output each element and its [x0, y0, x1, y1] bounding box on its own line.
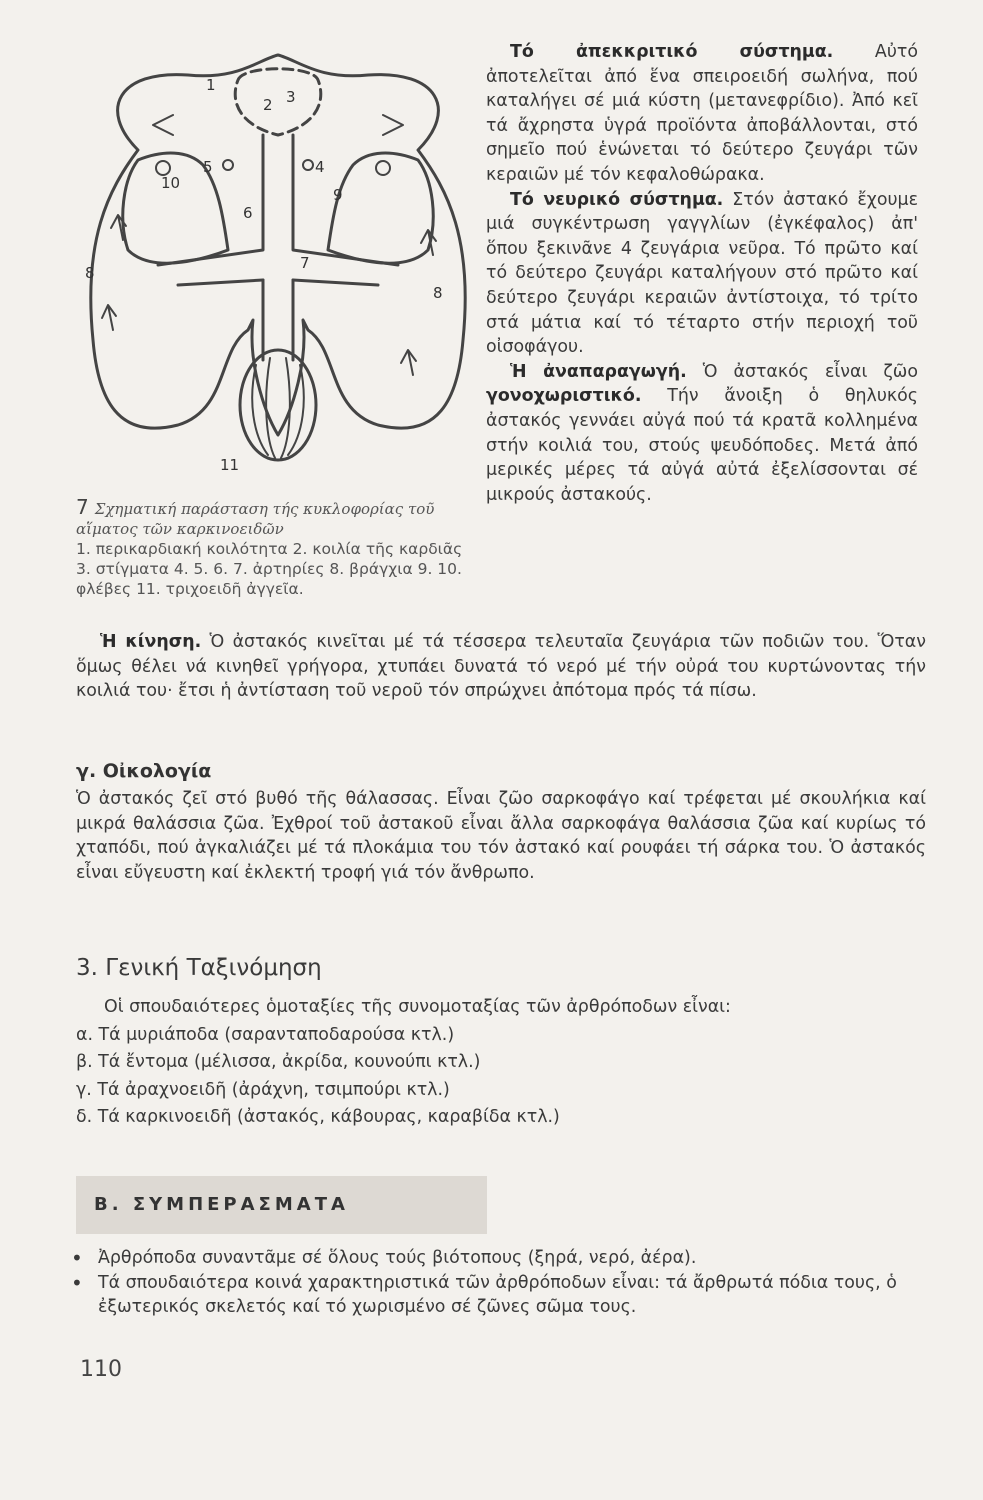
arrow-top-left [153, 115, 173, 135]
label-3: 3 [286, 88, 296, 106]
text-nervous: Στόν ἀστακό ἔχουμε μιά συγκέντρωση γαγγλίων (ἐγκέφαλος) ἀπ' ὅπου ξεκινᾶνε 4 ζευγάρια νεῦρα. Τό πρῶτο καί τό δεύτερο ζευγάρι καταλήγουν στό πρῶτο καί δεύτερο ζευγάρι κεραιῶν ἀντίστοιχα, τό τρίτο στά μάτια καί τό τέταρτο στήν περιοχή τοῦ οἰσοφάγου. [486, 189, 918, 358]
heading-reproduction: Ἡ ἀναπαραγωγή. [510, 361, 687, 382]
classification-list [76, 994, 926, 1132]
heading-gonochoristic: γονοχωριστικό. [486, 386, 642, 407]
conclusions-list [71, 1246, 926, 1320]
list-item [71, 1246, 926, 1271]
heading-movement: Ἡ κίνηση. [100, 632, 202, 652]
bullet-text: Τά σπουδαιότερα κοινά χαρακτηριστικά τῶν ἀρθρόποδων εἶναι: τά ἄρθρωτά πόδια τους, ὁ ἐξωτερικός σκελετός καί τό χωρισμένο σέ ζῶνες σῶμα τους. [98, 1272, 897, 1318]
inner-channel-right [328, 153, 433, 263]
conclusions-heading: Β. ΣΥΜΠΕΡΑΣΜΑΤΑ [94, 1194, 349, 1215]
label-10: 10 [161, 174, 181, 192]
circulation-diagram [78, 40, 478, 480]
ostium-5 [223, 160, 233, 170]
label-5: 5 [203, 158, 213, 176]
list-item: β. Τά ἔντομα (μέλισσα, ἀκρίδα, κουνούπι κτλ.) [76, 1052, 481, 1072]
paragraph-nervous [486, 188, 918, 360]
label-8-right: 8 [433, 284, 443, 302]
text-ecology: Ὁ ἀστακός ζεῖ στό βυθό τῆς θάλασσας. Εἶναι ζῶο σαρκοφάγο καί τρέφεται μέ σκουλήκια καί μικρά θαλάσσια ζῶα. Ἐχθροί τοῦ ἀστακοῦ εἶναι ἄλλα σαρκοφάγα θαλάσσια ζῶα καί κυρίως τό χταπόδι, πού ἀγκαλιάζει μέ τά πλοκάμια του τόν ἀστακό καί ρουφάει τή σάρκα του. Ὁ ἀστακός εἶναι εὔγευστη καί ἐκλεκτή τροφή γιά τόν ἄνθρωπο. [76, 789, 926, 883]
heading-nervous: Τό νευρικό σύστημα. [510, 189, 724, 210]
bullet-icon: • [71, 1270, 83, 1295]
heart-cavity [235, 69, 321, 135]
figure-number: 7 [76, 495, 89, 519]
text-movement: Ὁ ἀστακός κινεῖται μέ τά τέσσερα τελευταῖα ζευγάρια τῶν ποδιῶν του. Ὅταν ὅμως θέλει νά κινηθεῖ γρήγορα, χτυπάει δυνατά τό νερό μέ τήν οὐρά του κυρτώνοντας τήν κοιλιά του· ἔτσι ἡ ἀντίσταση τοῦ νεροῦ τόν σπρώχνει ἀπότομα πρός τά πίσω. [76, 632, 926, 702]
list-item: δ. Τά καρκινοειδῆ (ἀστακός, κάβουρας, καραβίδα κτλ.) [76, 1107, 560, 1127]
label-2: 2 [263, 96, 273, 114]
list-item: γ. Τά ἀραχνοειδῆ (ἀράχνη, τσιμπούρι κτλ.) [76, 1079, 450, 1100]
label-4: 4 [315, 158, 325, 176]
list-item: α. Τά μυριάποδα (σαρανταποδαρούσα κτλ.) [76, 1024, 455, 1045]
arrow-top-right [383, 115, 403, 135]
text-reproduction-1: Ὁ ἀστακός εἶναι ζῶο [686, 361, 919, 382]
capillary-lines [252, 358, 304, 458]
circulation-diagram-svg [78, 40, 478, 480]
arrow-left-2 [102, 305, 116, 330]
heading-excretory: Τό ἀπεκκριτικό σύστημα. [510, 42, 834, 62]
label-1: 1 [206, 76, 216, 94]
text-excretory: Αὐτό ἀποτελεῖται ἀπό ἕνα σπειροειδή σωλήνα, πού καταλήγει σέ μιά κύστη (μετανεφρίδιο). Ἀπό κεῖ τά ἄχρηστα ὑγρά προϊόντα ἀποβάλλονται, στό σημεῖο πού ἑνώνεται τό δεύτερο ζευγάρι τῶν κεραιῶν μέ τόν κεφαλοθώρακα. [486, 42, 918, 185]
arrow-right-2 [401, 350, 416, 375]
body-outline [91, 55, 465, 435]
paragraph-ecology [76, 787, 926, 885]
figure-title: Σχηματική παράσταση τής κυκλοφορίας τοῦ αἵματος τῶν καρκινοειδῶν [76, 500, 435, 538]
label-6: 6 [243, 204, 253, 222]
conclusions-banner [76, 1176, 487, 1234]
label-11: 11 [220, 456, 240, 474]
figure-caption [76, 497, 481, 599]
figure-legend: 1. περικαρδιακή κοιλότητα 2. κοιλία τῆς καρδιᾶς 3. στίγματα 4. 5. 6. 7. ἀρτηρίες 8. βράγχια 9. 10. φλέβες 11. τριχοειδῆ ἀγγεῖα. [76, 540, 463, 598]
label-7: 7 [300, 254, 310, 272]
artery-descending [263, 280, 293, 360]
right-column [486, 40, 918, 507]
list-item [71, 1270, 926, 1320]
paragraph-excretory [486, 40, 918, 188]
heading-classification: 3. Γενική Ταξινόμηση [76, 955, 322, 981]
paragraph-movement [76, 630, 926, 704]
bullet-text: Ἀρθρόποδα συναντᾶμε σέ ὅλους τούς βιότοπους (ξηρά, νερό, ἀέρα). [98, 1248, 697, 1268]
ostium-10 [156, 161, 170, 175]
ostium-4 [303, 160, 313, 170]
paragraph-reproduction [486, 360, 918, 508]
label-8-left: 8 [85, 264, 95, 282]
classification-intro: Οἱ σπουδαιότερες ὁμοταξίες τῆς συνομοταξίας τῶν ἀρθρόποδων εἶναι: [104, 997, 731, 1017]
ostium-9 [376, 161, 390, 175]
label-9: 9 [333, 186, 343, 204]
bullet-icon: • [71, 1246, 83, 1270]
page-number: 110 [80, 1357, 122, 1382]
text-reproduction-2: Τήν ἄνοιξη ὁ θηλυκός ἀστακός γεννάει αὐγά πού τά κρατᾶ κολλημένα στήν κοιλιά του, στούς ψευδόποδες. Μετά ἀπό μερικές μέρες τά αὐγά αὐτά ἐξελίσσονται σέ μικρούς ἀστακούς. [486, 386, 918, 505]
heading-ecology: γ. Οἰκολογία [76, 760, 212, 782]
